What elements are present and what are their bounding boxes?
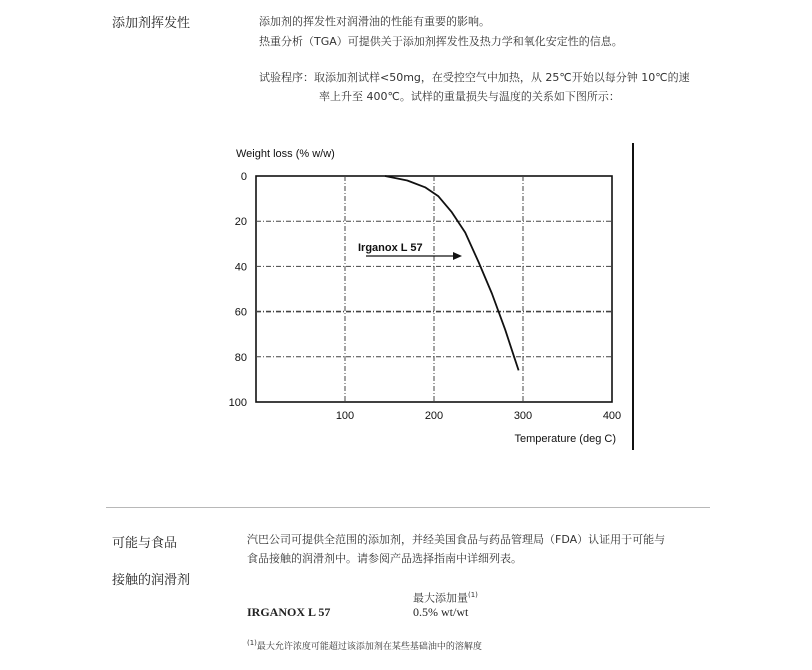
test-procedure-text-2: 率上升至 400℃。试样的重量损失与温度的关系如下图所示： — [319, 90, 620, 103]
x-tick-label: 100 — [335, 410, 355, 422]
chart-right-border — [632, 143, 634, 450]
y-tick-label: 60 — [234, 306, 247, 319]
y-tick-label: 0 — [240, 171, 247, 183]
volatility-intro-text: 添加剂的挥发性对润滑油的性能有重要的影响。 — [259, 15, 490, 28]
x-tick-label: 400 — [602, 410, 622, 422]
section-divider — [106, 507, 710, 508]
test-procedure-text-1: 试验程序：取添加剂试样<50mg，在受控空气中加热，从 25℃开始以每分钟 10℃的速 — [259, 71, 690, 84]
y-tick-label: 80 — [234, 351, 247, 364]
y-axis-label: Weight loss (% w/w) — [236, 148, 335, 160]
product-dosage: 0.5% wt/wt — [413, 605, 469, 619]
series-line-irganox — [385, 176, 519, 370]
y-tick-label: 40 — [234, 261, 247, 274]
section-heading-food-contact-2: 接触的润滑剂 — [112, 573, 191, 588]
section-heading-food-contact-1: 可能与食品 — [112, 536, 178, 551]
series-annotation-label: Irganox L 57 — [358, 242, 423, 254]
annotation-arrow-head — [453, 252, 462, 260]
footnote: $^{(1)}$最大允许浓度可能超过该添加剂在某些基础油中的溶解度 — [247, 639, 482, 652]
y-tick-label: 100 — [228, 397, 247, 409]
section-heading-volatility: 添加剂挥发性 — [112, 16, 191, 31]
x-axis-label: Temperature (deg C) — [514, 433, 616, 445]
food-contact-text-2: 食品接触的润滑剂中。请参阅产品选择指南中详细列表。 — [247, 552, 522, 565]
product-name: IRGANOX L 57 — [247, 605, 331, 619]
y-tick-label: 20 — [234, 216, 247, 229]
tga-info-text: 热重分析（TGA）可提供关于添加剂挥发性及热力学和氧化安定性的信息。 — [259, 35, 623, 48]
food-contact-text-1: 汽巴公司可提供全范围的添加剂，并经美国食品与药品管理局（FDA）认证用于可能与 — [247, 533, 666, 546]
x-tick-label: 200 — [424, 410, 444, 422]
max-dosage-header: 最大添加量$^{(1)}$ — [413, 591, 478, 605]
x-tick-label: 300 — [513, 410, 533, 422]
tga-chart — [220, 140, 632, 456]
